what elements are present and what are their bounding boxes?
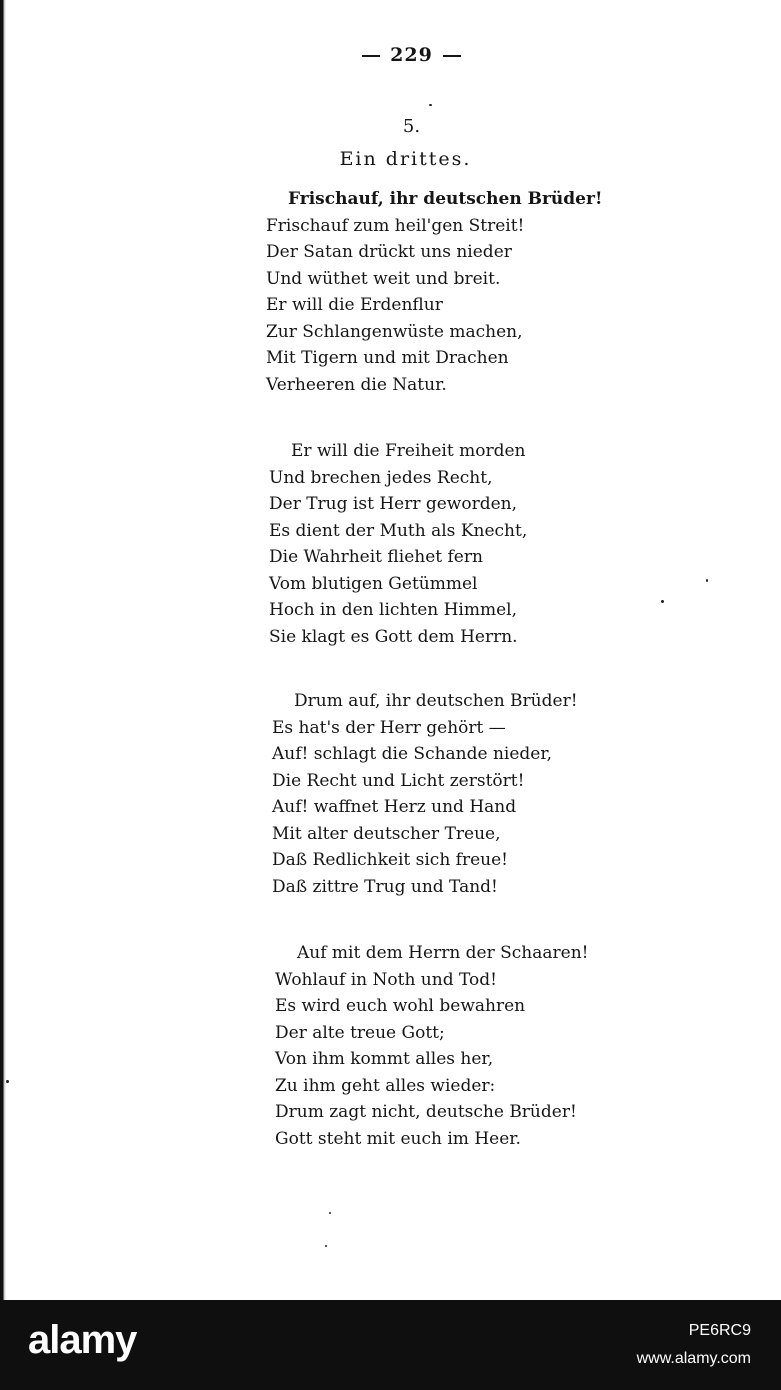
watermark-bar bbox=[0, 1300, 781, 1390]
verse-line: Frischauf, ihr deutschen Brüder! bbox=[288, 189, 603, 209]
verse-line: Hoch in den lichten Himmel, bbox=[269, 600, 518, 620]
verse-line: Auf! waffnet Herz und Hand bbox=[272, 797, 517, 817]
verse-line: Er will die Freiheit morden bbox=[291, 441, 526, 461]
site-url: www.alamy.com bbox=[636, 1350, 751, 1367]
verse-line: Es dient der Muth als Knecht, bbox=[269, 520, 528, 541]
verse-line: Zu ihm geht alles wieder: bbox=[275, 1075, 496, 1096]
verse-line: Von ihm kommt alles her, bbox=[275, 1049, 494, 1069]
ink-speck bbox=[329, 1212, 331, 1214]
verse-line: Der Trug ist Herr geworden, bbox=[269, 494, 518, 514]
verse-line: Daß zittre Trug und Tand! bbox=[272, 876, 498, 897]
verse-line: Vom blutigen Getümmel bbox=[269, 573, 478, 594]
verse-line: Sie klagt es Gott dem Herrn. bbox=[269, 626, 518, 647]
dash-right bbox=[443, 55, 461, 57]
verse-line: Es wird euch wohl bewahren bbox=[275, 996, 526, 1016]
section-number: 5. bbox=[402, 116, 421, 137]
ink-speck bbox=[429, 104, 432, 106]
verse-line: Drum auf, ihr deutschen Brüder! bbox=[294, 691, 578, 711]
verse-line: Mit alter deutscher Treue, bbox=[272, 823, 501, 844]
watermark-logo: alamy bbox=[28, 1318, 137, 1362]
dash-left bbox=[362, 55, 380, 57]
verse-line: Und brechen jedes Recht, bbox=[269, 467, 493, 488]
verse-line: Gott steht mit euch im Heer. bbox=[275, 1128, 521, 1149]
verse-line: Frischauf zum heil'gen Streit! bbox=[266, 215, 525, 236]
stanza-4 bbox=[275, 940, 589, 1152]
verse-line: Die Recht und Licht zerstört! bbox=[272, 770, 525, 791]
ink-speck bbox=[661, 600, 664, 603]
verse-line: Die Wahrheit fliehet fern bbox=[269, 547, 483, 567]
verse-line: Er will die Erdenflur bbox=[266, 295, 443, 315]
verse-line: Zur Schlangenwüste machen, bbox=[266, 321, 523, 342]
verse-line: Und wüthet weit und breit. bbox=[266, 268, 501, 289]
verse-line: Auf! schlagt die Schande nieder, bbox=[272, 744, 553, 764]
poem-title: Ein drittes. bbox=[339, 148, 472, 170]
ink-speck bbox=[325, 1245, 327, 1247]
verse-line: Der Satan drückt uns nieder bbox=[266, 242, 512, 262]
verse-line: Auf mit dem Herrn der Schaaren! bbox=[297, 943, 589, 963]
verse-line: Drum zagt nicht, deutsche Brüder! bbox=[275, 1102, 577, 1122]
verse-line: Es hat's der Herr gehört — bbox=[272, 717, 506, 738]
ink-speck bbox=[706, 579, 708, 582]
verse-line: Verheeren die Natur. bbox=[266, 374, 447, 395]
stanza-3 bbox=[272, 688, 578, 900]
page-edge-shadow bbox=[0, 0, 6, 1300]
page-number: 229 bbox=[0, 44, 781, 66]
verse-line: Der alte treue Gott; bbox=[275, 1022, 445, 1043]
image-id: PE6RC9 bbox=[688, 1322, 751, 1339]
verse-line: Mit Tigern und mit Drachen bbox=[266, 348, 509, 368]
verse-line: Wohlauf in Noth und Tod! bbox=[275, 969, 497, 990]
ink-speck bbox=[6, 1080, 9, 1083]
stanza-2 bbox=[269, 438, 527, 650]
verse-line: Daß Redlichkeit sich freue! bbox=[272, 850, 508, 870]
stanza-1 bbox=[266, 186, 602, 398]
